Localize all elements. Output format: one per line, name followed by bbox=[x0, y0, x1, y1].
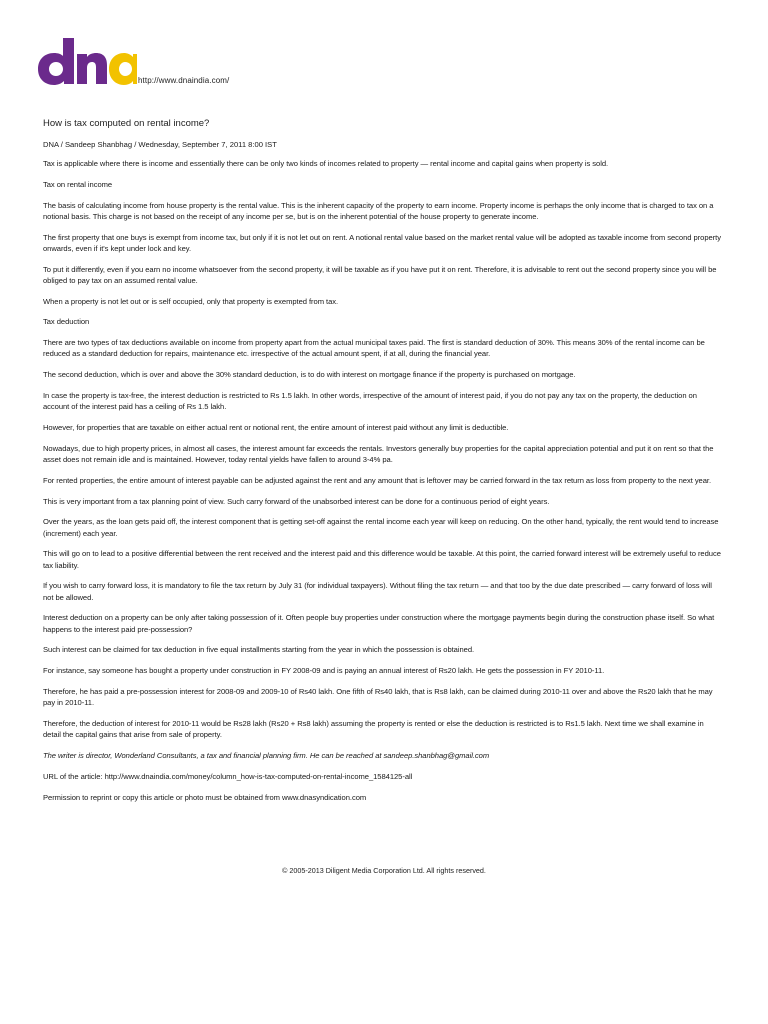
paragraph: Nowadays, due to high property prices, in almost all cases, the interest amount far exceeds the rentals. Investors generally buy properties for the capital appreciation potential and put it on rent so that the asset does not remain idle and is maintained. However, today rental yields have fallen to around 3-4% pa. bbox=[43, 443, 714, 464]
paragraph: There are two types of tax deductions available on income from property apart from the actual municipal taxes paid. The first is standard deduction of 30%. This means 30% of the rental income can be reduced as a standard deduction for repairs, maintenance etc. irrespective of the actual amount spent, if at all, during the financial year. bbox=[43, 338, 705, 359]
paragraph: This is very important from a tax planning point of view. Such carry forward of the unabsorbed interest can be done for a continuous period of eight years. bbox=[43, 496, 550, 506]
section-heading-rental-income: Tax on rental income bbox=[43, 179, 113, 189]
paragraph: The second deduction, which is over and above the 30% standard deduction, is to do with interest on mortgage finance if the property is purchased on mortgage. bbox=[43, 370, 576, 380]
paragraph: Interest deduction on a property can be only after taking possession of it. Often people buy properties under construction where the mortgage payments begin during the construction phase itself. So what happens to the interest paid pre-possession? bbox=[43, 613, 715, 634]
article bbox=[43, 118, 723, 812]
paragraph: For instance, say someone has bought a property under construction in FY 2008-09 and is paying an annual interest of Rs20 lakh. He gets the possession in FY 2010-11. bbox=[43, 666, 605, 676]
paragraph: If you wish to carry forward loss, it is mandatory to file the tax return by July 31 (for individual taxpayers). Without filing the tax return — and that too by the due date prescribed — carry forward of loss will not be allowed. bbox=[43, 581, 712, 602]
paragraph: This will go on to lead to a positive differential between the rent received and the interest paid and this difference would be taxable. At this point, the carried forward interest will be extremely useful to reduce tax liability. bbox=[43, 549, 721, 570]
site-url-link[interactable]: http://www.dnaindia.com/ bbox=[138, 76, 230, 85]
article-title: How is tax computed on rental income? bbox=[43, 118, 210, 129]
article-url-line[interactable]: URL of the article: http://www.dnaindia.com/money/column_how-is-tax-computed-on-rental-income_1584125-all bbox=[43, 771, 413, 781]
dna-logo[interactable] bbox=[38, 38, 137, 86]
paragraph: Over the years, as the loan gets paid off, the interest component that is getting set-off against the rental income each year will keep on reducing. On the other hand, typically, the rent would tend to increase (increment) each year. bbox=[43, 517, 719, 538]
article-byline: DNA / Sandeep Shanbhag / Wednesday, September 7, 2011 8:00 IST bbox=[43, 140, 277, 149]
paragraph: The basis of calculating income from house property is the rental value. This is the inherent capacity of the property to earn income. Property income is perhaps the only income that is charged to tax on a notional basis. This charge is not based on the receipt of any income per se, but is on the inherent potential of the house property to generate income. bbox=[43, 200, 714, 221]
paragraph-intro: Tax is applicable where there is income and essentially there can be only two kinds of incomes related to property — rental income and capital gains when property is sold. bbox=[43, 159, 609, 168]
paragraph: To put it differently, even if you earn no income whatsoever from the second property, it will be taxable as if you have put it on rent. Therefore, it is advisable to rent out the second property since you will be obliged to pay tax on an assumed rental value. bbox=[43, 264, 717, 285]
paragraph: For rented properties, the entire amount of interest payable can be adjusted against the rent and any amount that is leftover may be carried forward in the tax return as loss from property to the next year. bbox=[43, 475, 712, 485]
footer-copyright: © 2005-2013 Diligent Media Corporation Ltd. All rights reserved. bbox=[282, 866, 486, 875]
paragraph: Such interest can be claimed for tax deduction in five equal installments starting from the year in which the possession is obtained. bbox=[43, 645, 475, 655]
paragraph: However, for properties that are taxable on either actual rent or notional rent, the entire amount of interest paid without any limit is deductible. bbox=[43, 422, 509, 432]
section-heading-tax-deduction: Tax deduction bbox=[43, 317, 90, 327]
dna-logo-mark bbox=[38, 38, 137, 86]
paragraph: In case the property is tax-free, the interest deduction is restricted to Rs 1.5 lakh. In other words, irrespective of the amount of interest paid, if you do not pay any tax on the property, the deduction on account of the interest paid has a ceiling of Rs 1.5 lakh. bbox=[43, 390, 697, 412]
header bbox=[38, 38, 229, 86]
paragraph: When a property is not let out or is self occupied, only that property is exempted from tax. bbox=[43, 296, 339, 306]
paragraph: Therefore, the deduction of interest for 2010-11 would be Rs28 lakh (Rs20 + Rs8 lakh) assuming the property is rented or else the deduction is restricted is to Rs1.5 lakh. Next time we shall examine in detail the capital gains that arise from sale of property. bbox=[43, 718, 704, 740]
permission-note: Permission to reprint or copy this article or photo must be obtained from www.dnasyndication.com bbox=[43, 792, 367, 802]
paragraph: Therefore, he has paid a pre-possession interest for 2008-09 and 2009-10 of Rs40 lakh. One fifth of Rs40 lakh, that is Rs8 lakh, can be claimed during 2010-11 over and above the Rs20 lakh that he may pay in 2010-11. bbox=[43, 686, 713, 708]
paragraph: The first property that one buys is exempt from income tax, but only if it is not let out on rent. A notional rental value based on the market rental value will be adopted as taxable income from second property onwards, even if it's kept under lock and key. bbox=[43, 232, 721, 253]
author-note: The writer is director, Wonderland Consultants, a tax and financial planning firm. He can be reached at sandeep.shanbhag@gmail.com bbox=[43, 750, 490, 760]
